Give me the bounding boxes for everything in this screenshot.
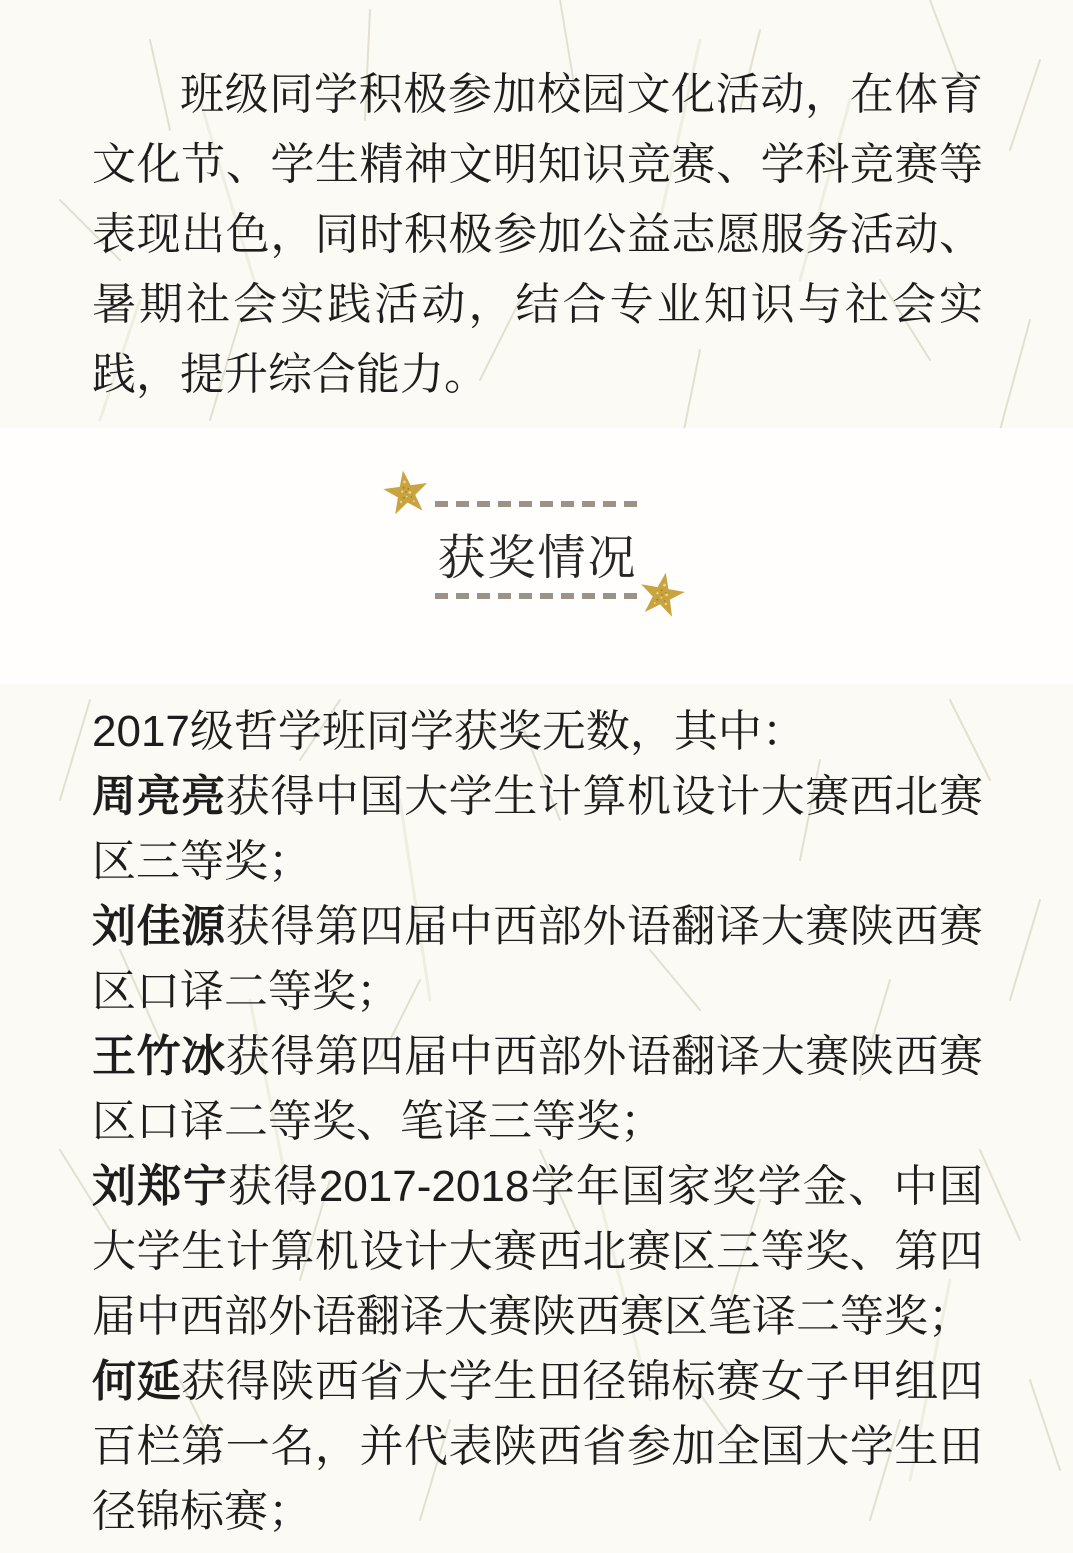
dashed-divider-bottom [435, 593, 637, 599]
dashed-divider-top [435, 501, 637, 507]
gold-star-icon [380, 466, 432, 518]
award-item [92, 1024, 983, 1154]
section-title: 获奖情况 [437, 532, 638, 585]
section-header-awards [373, 443, 703, 671]
award-detail: 获得中国大学生计算机设计大赛西北赛区三等奖； [92, 772, 984, 886]
award-item [92, 894, 983, 1024]
student-name: 何延 [92, 1357, 182, 1406]
student-name: 周亮亮 [92, 772, 226, 821]
student-name: 刘佳源 [92, 902, 226, 951]
award-detail: 获得第四届中西部外语翻译大赛陕西赛区口译二等奖； [92, 902, 984, 1016]
student-name: 刘郑宁 [92, 1162, 229, 1211]
award-detail: 获得第四届中西部外语翻译大赛陕西赛区口译二等奖、笔译三等奖； [92, 1032, 984, 1146]
award-item [92, 1154, 983, 1349]
student-name: 王竹冰 [92, 1032, 226, 1081]
gold-star-icon [635, 567, 688, 620]
award-item [92, 764, 983, 894]
awards-intro: 2017级哲学班同学获奖无数，其中： [92, 707, 806, 756]
intro-paragraph: 班级同学积极参加校园文化活动，在体育文化节、学生精神文明知识竞赛、学科竞赛等表现出色，同时积极参加公益志愿服务活动、暑期社会实践活动，结合专业知识与社会实践，提升综合能力。 [92, 70, 983, 399]
awards-list [92, 699, 983, 1544]
award-detail: 获得陕西省大学生田径锦标赛女子甲组四百栏第一名，并代表陕西省参加全国大学生田径锦标赛； [92, 1357, 984, 1536]
award-detail: 获得2017-2018学年国家奖学金、中国大学生计算机设计大赛西北赛区三等奖、第四届中西部外语翻译大赛陕西赛区笔译二等奖； [92, 1162, 984, 1341]
award-item [92, 1349, 983, 1544]
